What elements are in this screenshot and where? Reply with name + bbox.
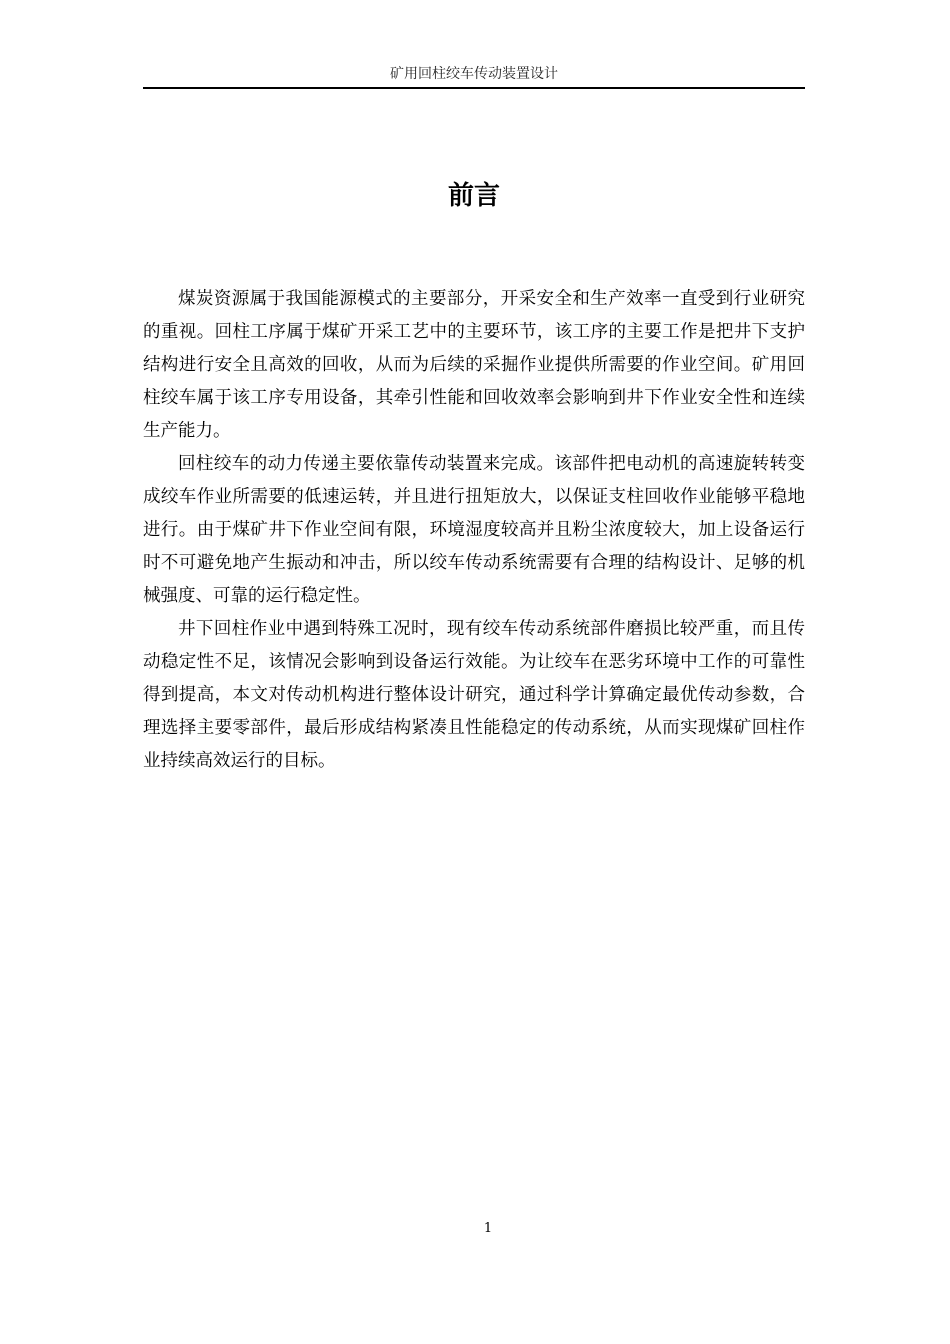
paragraph: 回柱绞车的动力传递主要依靠传动装置来完成。该部件把电动机的高速旋转转变成绞车作业所需要的低速运转，并且进行扭矩放大，以保证支柱回收作业能够平稳地进行。由于煤矿井下作业空间有限，环境湿度较高并且粉尘浓度较大，加上设备运行时不可避免地产生振动和冲击，所以绞车传动系统需要有合理的结构设计、足够的机械强度、可靠的运行稳定性。 (143, 454, 805, 606)
paragraph: 井下回柱作业中遇到特殊工况时，现有绞车传动系统部件磨损比较严重，而且传动稳定性不足，该情况会影响到设备运行效能。为让绞车在恶劣环境中工作的可靠性得到提高，本文对传动机构进行整体设计研究，通过科学计算确定最优传动参数，合理选择主要零部件，最后形成结构紧凑且性能稳定的传动系统，从而实现煤矿回柱作业持续高效运行的目标。 (143, 619, 805, 771)
header-rule (143, 87, 805, 89)
body-text (143, 283, 805, 778)
running-header: 矿用回柱绞车传动装置设计 (390, 66, 558, 82)
paragraph: 煤炭资源属于我国能源模式的主要部分，开采安全和生产效率一直受到行业研究的重视。回柱工序属于煤矿开采工艺中的主要环节，该工序的主要工作是把井下支护结构进行安全且高效的回收，从而为后续的采掘作业提供所需要的作业空间。矿用回柱绞车属于该工序专用设备，其牵引性能和回收效率会影响到井下作业安全性和连续生产能力。 (143, 289, 805, 441)
page-number: 1 (483, 1221, 493, 1236)
page-title: 前言 (447, 181, 500, 211)
